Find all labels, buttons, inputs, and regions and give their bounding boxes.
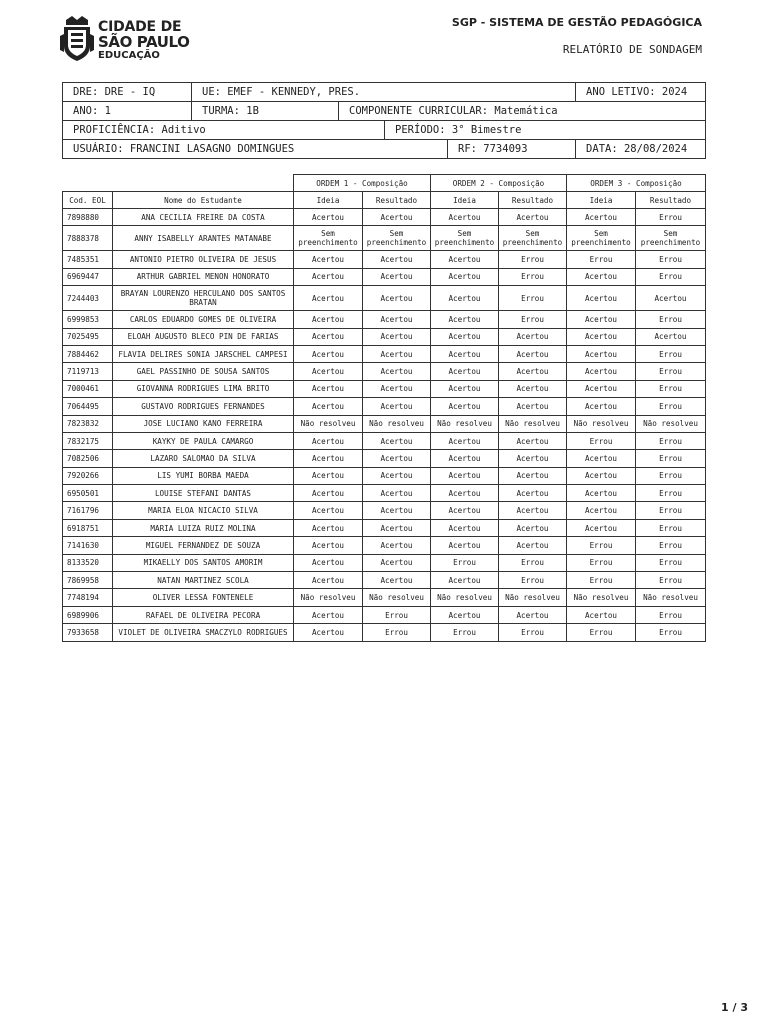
ordem-1-resultado-cell: Sem preenchimento (363, 226, 431, 251)
ordem-3-ideia-cell: Acertou (567, 311, 636, 328)
ordem-3-resultado-cell: Errou (636, 519, 706, 536)
ordem-2-resultado-cell: Acertou (499, 450, 567, 467)
column-header-ideia: Ideia (431, 192, 499, 209)
ordem-1-resultado-cell: Acertou (363, 345, 431, 362)
report-info-table (62, 82, 706, 159)
ordem-3-resultado-cell: Errou (636, 502, 706, 519)
ordem-2-ideia-cell: Acertou (431, 450, 499, 467)
student-eol-code: 7933658 (63, 624, 113, 641)
ordem-2-ideia-cell: Acertou (431, 502, 499, 519)
student-name: BRAYAN LOURENZO HERCULANO DOS SANTOS BRATAN (113, 286, 294, 311)
student-eol-code: 6989906 (63, 606, 113, 623)
logo-line3: EDUCAÇÃO (98, 50, 160, 61)
student-eol-code: 7082506 (63, 450, 113, 467)
table-row (63, 415, 706, 432)
student-name: MIKAELLY DOS SANTOS AMORIM (113, 554, 294, 571)
ordem-2-ideia-cell: Acertou (431, 380, 499, 397)
ordem-1-resultado-cell: Acertou (363, 363, 431, 380)
ordem-3-ideia-cell: Acertou (567, 519, 636, 536)
student-eol-code: 6969447 (63, 268, 113, 285)
student-eol-code: 7888378 (63, 226, 113, 251)
group-header-ordem-3: ORDEM 3 - Composição (567, 175, 706, 192)
ordem-2-resultado-cell: Errou (499, 311, 567, 328)
ordem-3-ideia-cell: Errou (567, 572, 636, 589)
ordem-2-resultado-cell: Acertou (499, 537, 567, 554)
ordem-3-ideia-cell: Errou (567, 251, 636, 268)
ordem-2-resultado-cell: Acertou (499, 502, 567, 519)
ordem-2-resultado-cell: Acertou (499, 398, 567, 415)
ano-letivo-cell: ANO LETIVO: 2024 (576, 83, 706, 102)
ordem-2-ideia-cell: Acertou (431, 485, 499, 502)
ordem-3-resultado-cell: Errou (636, 485, 706, 502)
table-row (63, 589, 706, 606)
student-eol-code: 7119713 (63, 363, 113, 380)
ordem-2-ideia-cell: Sem preenchimento (431, 226, 499, 251)
ordem-2-resultado-cell: Errou (499, 251, 567, 268)
ordem-1-resultado-cell: Acertou (363, 286, 431, 311)
ordem-1-resultado-cell: Acertou (363, 398, 431, 415)
coat-of-arms-icon (60, 16, 94, 62)
ordem-3-resultado-cell: Não resolveu (636, 415, 706, 432)
student-name: ELOAH AUGUSTO BLECO PIN DE FARIAS (113, 328, 294, 345)
ordem-3-ideia-cell: Acertou (567, 467, 636, 484)
ano-cell: ANO: 1 (63, 102, 192, 121)
ordem-2-ideia-cell: Acertou (431, 363, 499, 380)
table-row (63, 328, 706, 345)
ordem-1-ideia-cell: Acertou (294, 519, 363, 536)
logo-line2: SÃO PAULO (98, 33, 190, 51)
ordem-2-ideia-cell: Não resolveu (431, 589, 499, 606)
ordem-2-ideia-cell: Errou (431, 624, 499, 641)
column-header-resultado: Resultado (499, 192, 567, 209)
ordem-3-resultado-cell: Errou (636, 624, 706, 641)
student-eol-code: 7064495 (63, 398, 113, 415)
ordem-1-resultado-cell: Acertou (363, 572, 431, 589)
ordem-3-ideia-cell: Não resolveu (567, 589, 636, 606)
student-name: LAZARO SALOMAO DA SILVA (113, 450, 294, 467)
ordem-3-resultado-cell: Errou (636, 398, 706, 415)
ordem-2-ideia-cell: Não resolveu (431, 415, 499, 432)
column-header-name: Nome do Estudante (113, 192, 294, 209)
ordem-1-resultado-cell: Acertou (363, 432, 431, 449)
ordem-2-ideia-cell: Acertou (431, 251, 499, 268)
results-body (63, 209, 706, 642)
student-name: ARTHUR GABRIEL MENON HONORATO (113, 268, 294, 285)
proficiencia-cell: PROFICIÊNCIA: Aditivo (63, 121, 385, 140)
periodo-cell: PERÍODO: 3° Bimestre (385, 121, 706, 140)
ordem-1-ideia-cell: Acertou (294, 554, 363, 571)
table-row (63, 519, 706, 536)
table-row (63, 432, 706, 449)
ordem-3-resultado-cell: Errou (636, 467, 706, 484)
ordem-2-resultado-cell: Acertou (499, 606, 567, 623)
ordem-1-resultado-cell: Acertou (363, 485, 431, 502)
ordem-1-resultado-cell: Acertou (363, 311, 431, 328)
sondagem-results-table (62, 174, 706, 642)
ordem-2-resultado-cell: Acertou (499, 519, 567, 536)
ordem-1-resultado-cell: Acertou (363, 554, 431, 571)
ordem-1-resultado-cell: Errou (363, 606, 431, 623)
ue-cell: UE: EMEF - KENNEDY, PRES. (192, 83, 576, 102)
student-name: FLAVIA DELIRES SONIA JARSCHEL CAMPESI (113, 345, 294, 362)
ordem-1-ideia-cell: Acertou (294, 363, 363, 380)
table-row (63, 398, 706, 415)
ordem-2-resultado-cell: Acertou (499, 485, 567, 502)
table-row (63, 380, 706, 397)
ordem-3-resultado-cell: Errou (636, 537, 706, 554)
ordem-1-ideia-cell: Acertou (294, 572, 363, 589)
table-row (63, 251, 706, 268)
ordem-3-resultado-cell: Errou (636, 251, 706, 268)
student-name: LIS YUMI BORBA MAEDA (113, 467, 294, 484)
city-logo (60, 16, 200, 68)
ordem-2-ideia-cell: Acertou (431, 209, 499, 226)
ordem-1-resultado-cell: Não resolveu (363, 589, 431, 606)
student-eol-code: 6918751 (63, 519, 113, 536)
table-row (63, 485, 706, 502)
student-name: MIGUEL FERNANDEZ DE SOUZA (113, 537, 294, 554)
student-name: KAYKY DE PAULA CAMARGO (113, 432, 294, 449)
turma-cell: TURMA: 1B (192, 102, 339, 121)
ordem-2-resultado-cell: Acertou (499, 432, 567, 449)
student-name: OLIVER LESSA FONTENELE (113, 589, 294, 606)
ordem-3-resultado-cell: Errou (636, 268, 706, 285)
ordem-2-ideia-cell: Acertou (431, 328, 499, 345)
ordem-1-resultado-cell: Acertou (363, 380, 431, 397)
ordem-3-resultado-cell: Errou (636, 209, 706, 226)
ordem-1-ideia-cell: Acertou (294, 328, 363, 345)
column-header-resultado: Resultado (636, 192, 706, 209)
ordem-1-ideia-cell: Acertou (294, 502, 363, 519)
student-name: JOSE LUCIANO KANO FERREIRA (113, 415, 294, 432)
ordem-2-resultado-cell: Errou (499, 554, 567, 571)
student-name: GIOVANNA RODRIGUES LIMA BRITO (113, 380, 294, 397)
ordem-2-ideia-cell: Acertou (431, 345, 499, 362)
system-title: SGP - SISTEMA DE GESTÃO PEDAGÓGICA (451, 16, 702, 29)
ordem-3-ideia-cell: Acertou (567, 209, 636, 226)
student-name: ANTONIO PIETRO OLIVEIRA DE JESUS (113, 251, 294, 268)
student-eol-code: 7920266 (63, 467, 113, 484)
table-row (63, 606, 706, 623)
ordem-2-resultado-cell: Errou (499, 286, 567, 311)
ordem-1-ideia-cell: Acertou (294, 286, 363, 311)
ordem-2-ideia-cell: Acertou (431, 398, 499, 415)
table-row (63, 572, 706, 589)
ordem-3-resultado-cell: Errou (636, 363, 706, 380)
ordem-3-ideia-cell: Acertou (567, 345, 636, 362)
logo-line1: CIDADE DE (98, 19, 182, 35)
ordem-2-ideia-cell: Acertou (431, 519, 499, 536)
student-name: ANA CECILIA FREIRE DA COSTA (113, 209, 294, 226)
ordem-1-ideia-cell: Acertou (294, 380, 363, 397)
ordem-3-resultado-cell: Errou (636, 345, 706, 362)
ordem-1-ideia-cell: Acertou (294, 345, 363, 362)
ordem-1-ideia-cell: Sem preenchimento (294, 226, 363, 251)
logo-wordmark (98, 20, 190, 61)
table-row (63, 311, 706, 328)
column-header-resultado: Resultado (363, 192, 431, 209)
dre-cell: DRE: DRE - IQ (63, 83, 192, 102)
ordem-1-ideia-cell: Acertou (294, 537, 363, 554)
usuario-cell: USUÁRIO: FRANCINI LASAGNO DOMINGUES (63, 140, 448, 159)
table-row (63, 450, 706, 467)
ordem-3-ideia-cell: Acertou (567, 450, 636, 467)
table-row (63, 467, 706, 484)
table-row (63, 363, 706, 380)
ordem-3-ideia-cell: Acertou (567, 485, 636, 502)
ordem-1-ideia-cell: Acertou (294, 606, 363, 623)
ordem-2-resultado-cell: Acertou (499, 345, 567, 362)
ordem-2-resultado-cell: Acertou (499, 380, 567, 397)
student-eol-code: 7832175 (63, 432, 113, 449)
table-row (63, 624, 706, 641)
ordem-2-resultado-cell: Errou (499, 268, 567, 285)
ordem-3-ideia-cell: Errou (567, 432, 636, 449)
ordem-3-resultado-cell: Não resolveu (636, 589, 706, 606)
ordem-3-ideia-cell: Acertou (567, 502, 636, 519)
ordem-3-resultado-cell: Sem preenchimento (636, 226, 706, 251)
ordem-2-ideia-cell: Acertou (431, 572, 499, 589)
ordem-1-ideia-cell: Acertou (294, 398, 363, 415)
ordem-1-ideia-cell: Não resolveu (294, 415, 363, 432)
ordem-2-resultado-cell: Não resolveu (499, 589, 567, 606)
ordem-1-resultado-cell: Acertou (363, 502, 431, 519)
ordem-1-resultado-cell: Acertou (363, 251, 431, 268)
table-row (63, 268, 706, 285)
student-eol-code: 7884462 (63, 345, 113, 362)
ordem-2-resultado-cell: Não resolveu (499, 415, 567, 432)
group-header-ordem-2: ORDEM 2 - Composição (431, 175, 567, 192)
ordem-1-resultado-cell: Acertou (363, 328, 431, 345)
student-eol-code: 6950501 (63, 485, 113, 502)
ordem-2-resultado-cell: Errou (499, 572, 567, 589)
ordem-1-resultado-cell: Acertou (363, 537, 431, 554)
student-name: LOUISE STEFANI DANTAS (113, 485, 294, 502)
ordem-2-ideia-cell: Acertou (431, 311, 499, 328)
data-cell: DATA: 28/08/2024 (576, 140, 706, 159)
ordem-3-ideia-cell: Errou (567, 554, 636, 571)
student-name: NATAN MARTINEZ SCOLA (113, 572, 294, 589)
ordem-3-ideia-cell: Errou (567, 537, 636, 554)
ordem-3-resultado-cell: Errou (636, 432, 706, 449)
student-name: MARIA LUIZA RUIZ MOLINA (113, 519, 294, 536)
ordem-2-resultado-cell: Errou (499, 624, 567, 641)
student-name: ANNY ISABELLY ARANTES MATANABE (113, 226, 294, 251)
ordem-2-resultado-cell: Acertou (499, 363, 567, 380)
ordem-2-resultado-cell: Sem preenchimento (499, 226, 567, 251)
table-row (63, 537, 706, 554)
ordem-3-ideia-cell: Acertou (567, 398, 636, 415)
ordem-1-resultado-cell: Acertou (363, 268, 431, 285)
ordem-3-resultado-cell: Errou (636, 554, 706, 571)
ordem-2-ideia-cell: Errou (431, 554, 499, 571)
ordem-3-resultado-cell: Errou (636, 380, 706, 397)
ordem-3-resultado-cell: Acertou (636, 328, 706, 345)
ordem-3-ideia-cell: Acertou (567, 328, 636, 345)
student-eol-code: 7244403 (63, 286, 113, 311)
student-eol-code: 7025495 (63, 328, 113, 345)
table-row (63, 209, 706, 226)
ordem-3-ideia-cell: Acertou (567, 606, 636, 623)
ordem-1-resultado-cell: Acertou (363, 450, 431, 467)
ordem-1-ideia-cell: Não resolveu (294, 589, 363, 606)
report-title: RELATÓRIO DE SONDAGEM (562, 43, 702, 56)
ordem-3-resultado-cell: Errou (636, 606, 706, 623)
table-row (63, 502, 706, 519)
student-eol-code: 7141630 (63, 537, 113, 554)
ordem-2-ideia-cell: Acertou (431, 606, 499, 623)
ordem-3-ideia-cell: Acertou (567, 268, 636, 285)
student-name: RAFAEL DE OLIVEIRA PECORA (113, 606, 294, 623)
ordem-3-ideia-cell: Acertou (567, 363, 636, 380)
group-header-ordem-1: ORDEM 1 - Composição (294, 175, 431, 192)
ordem-1-resultado-cell: Acertou (363, 209, 431, 226)
ordem-1-resultado-cell: Não resolveu (363, 415, 431, 432)
student-eol-code: 6999853 (63, 311, 113, 328)
ordem-1-ideia-cell: Acertou (294, 485, 363, 502)
column-header-eol: Cod. EOL (63, 192, 113, 209)
ordem-3-resultado-cell: Errou (636, 311, 706, 328)
ordem-3-ideia-cell: Acertou (567, 380, 636, 397)
student-eol-code: 7485351 (63, 251, 113, 268)
student-name: CARLOS EDUARDO GOMES DE OLIVEIRA (113, 311, 294, 328)
ordem-2-resultado-cell: Acertou (499, 209, 567, 226)
componente-cell: COMPONENTE CURRICULAR: Matemática (339, 102, 706, 121)
ordem-2-ideia-cell: Acertou (431, 432, 499, 449)
student-name: GUSTAVO RODRIGUES FERNANDES (113, 398, 294, 415)
ordem-2-resultado-cell: Acertou (499, 467, 567, 484)
page-number: 1 / 3 (721, 1001, 748, 1014)
ordem-2-ideia-cell: Acertou (431, 268, 499, 285)
student-eol-code: 7161796 (63, 502, 113, 519)
ordem-3-ideia-cell: Acertou (567, 286, 636, 311)
ordem-2-ideia-cell: Acertou (431, 537, 499, 554)
student-eol-code: 8133520 (63, 554, 113, 571)
ordem-1-resultado-cell: Errou (363, 624, 431, 641)
table-row (63, 226, 706, 251)
student-name: VIOLET DE OLIVEIRA SMACZYLO RODRIGUES (113, 624, 294, 641)
ordem-2-resultado-cell: Acertou (499, 328, 567, 345)
table-row (63, 345, 706, 362)
student-eol-code: 7748194 (63, 589, 113, 606)
ordem-3-resultado-cell: Errou (636, 450, 706, 467)
ordem-1-ideia-cell: Acertou (294, 311, 363, 328)
ordem-2-ideia-cell: Acertou (431, 467, 499, 484)
ordem-1-ideia-cell: Acertou (294, 268, 363, 285)
ordem-3-ideia-cell: Não resolveu (567, 415, 636, 432)
student-eol-code: 7823832 (63, 415, 113, 432)
ordem-1-ideia-cell: Acertou (294, 432, 363, 449)
student-eol-code: 7000461 (63, 380, 113, 397)
ordem-3-ideia-cell: Sem preenchimento (567, 226, 636, 251)
ordem-3-resultado-cell: Errou (636, 572, 706, 589)
ordem-1-ideia-cell: Acertou (294, 209, 363, 226)
column-header-ideia: Ideia (294, 192, 363, 209)
rf-cell: RF: 7734093 (448, 140, 576, 159)
student-eol-code: 7898880 (63, 209, 113, 226)
ordem-1-ideia-cell: Acertou (294, 251, 363, 268)
header-spacer (63, 175, 294, 192)
ordem-1-resultado-cell: Acertou (363, 467, 431, 484)
table-row (63, 554, 706, 571)
ordem-1-resultado-cell: Acertou (363, 519, 431, 536)
ordem-2-ideia-cell: Acertou (431, 286, 499, 311)
ordem-1-ideia-cell: Acertou (294, 624, 363, 641)
student-eol-code: 7869958 (63, 572, 113, 589)
table-row (63, 286, 706, 311)
ordem-3-resultado-cell: Acertou (636, 286, 706, 311)
ordem-1-ideia-cell: Acertou (294, 467, 363, 484)
student-name: MARIA ELOA NICACIO SILVA (113, 502, 294, 519)
column-header-ideia: Ideia (567, 192, 636, 209)
student-name: GAEL PASSINHO DE SOUSA SANTOS (113, 363, 294, 380)
ordem-1-ideia-cell: Acertou (294, 450, 363, 467)
ordem-3-ideia-cell: Errou (567, 624, 636, 641)
